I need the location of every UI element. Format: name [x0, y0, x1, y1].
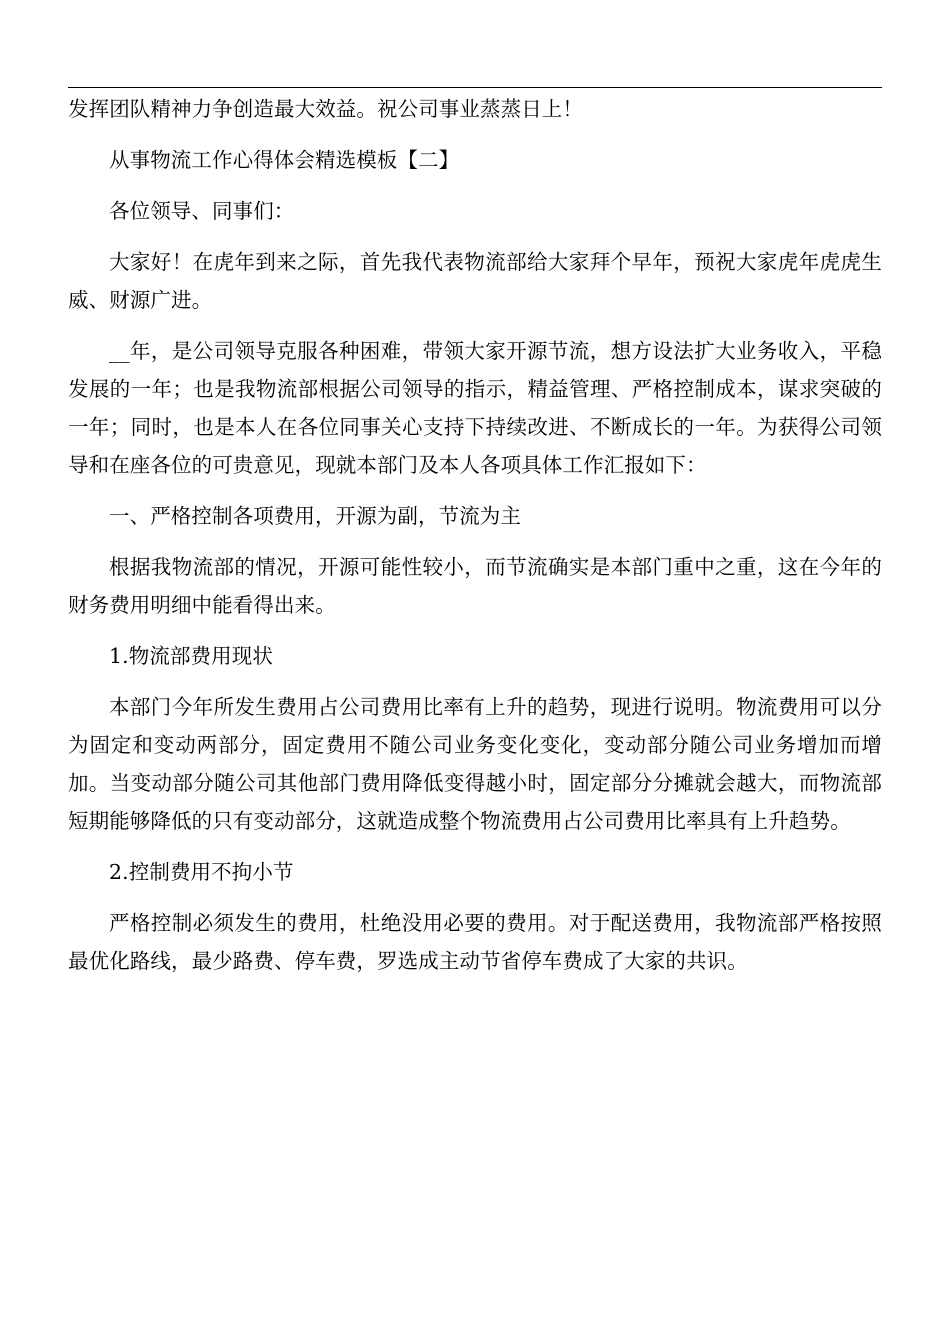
- header-rule: [68, 87, 882, 88]
- paragraph-year-summary: __年，是公司领导克服各种困难，带领大家开源节流，想方设法扩大业务收入，平稳发展的一年；也是我物流部根据公司领导的指示，精益管理、严格控制成本，谋求突破的一年；同时，也是本人在各位同事关心支持下持续改进、不断成长的一年。为获得公司领导和在座各位的可贵意见，现就本部门及本人各项具体工作汇报如下：: [68, 339, 882, 477]
- paragraph-cost-details: 严格控制必须发生的费用，杜绝没用必要的费用。对于配送费用，我物流部严格按照最优化路线，最少路费、停车费，罗选成主动节省停车费成了大家的共识。: [68, 911, 882, 973]
- paragraph-greeting: 大家好！在虎年到来之际，首先我代表物流部给大家拜个早年，预祝大家虎年虎虎生威、财源广进。: [68, 250, 882, 312]
- document-body: [68, 90, 882, 993]
- subheading-cost-details: 2.控制费用不拘小节: [109, 860, 294, 884]
- heading-cost-control: 一、严格控制各项费用，开源为副，节流为主: [109, 504, 521, 528]
- section-title: 从事物流工作心得体会精选模板【二】: [109, 148, 460, 172]
- paragraph-cost-status: 本部门今年所发生费用占公司费用比率有上升的趋势，现进行说明。物流费用可以分为固定和变动两部分，固定费用不随公司业务变化变化，变动部分随公司业务增加而增加。当变动部分随公司其他部门费用降低变得越小时，固定部分分摊就会越大，而物流部短期能够降低的只有变动部分，这就造成整个物流费用占公司费用比率具有上升趋势。: [68, 695, 882, 833]
- paragraph-closing-wish: 发挥团队精神力争创造最大效益。祝公司事业蒸蒸日上！: [68, 97, 583, 121]
- salutation: 各位领导、同事们：: [109, 199, 295, 223]
- subheading-cost-status: 1.物流部费用现状: [109, 644, 273, 668]
- paragraph-cost-intro: 根据我物流部的情况，开源可能性较小，而节流确实是本部门重中之重，这在今年的财务费用明细中能看得出来。: [68, 555, 882, 617]
